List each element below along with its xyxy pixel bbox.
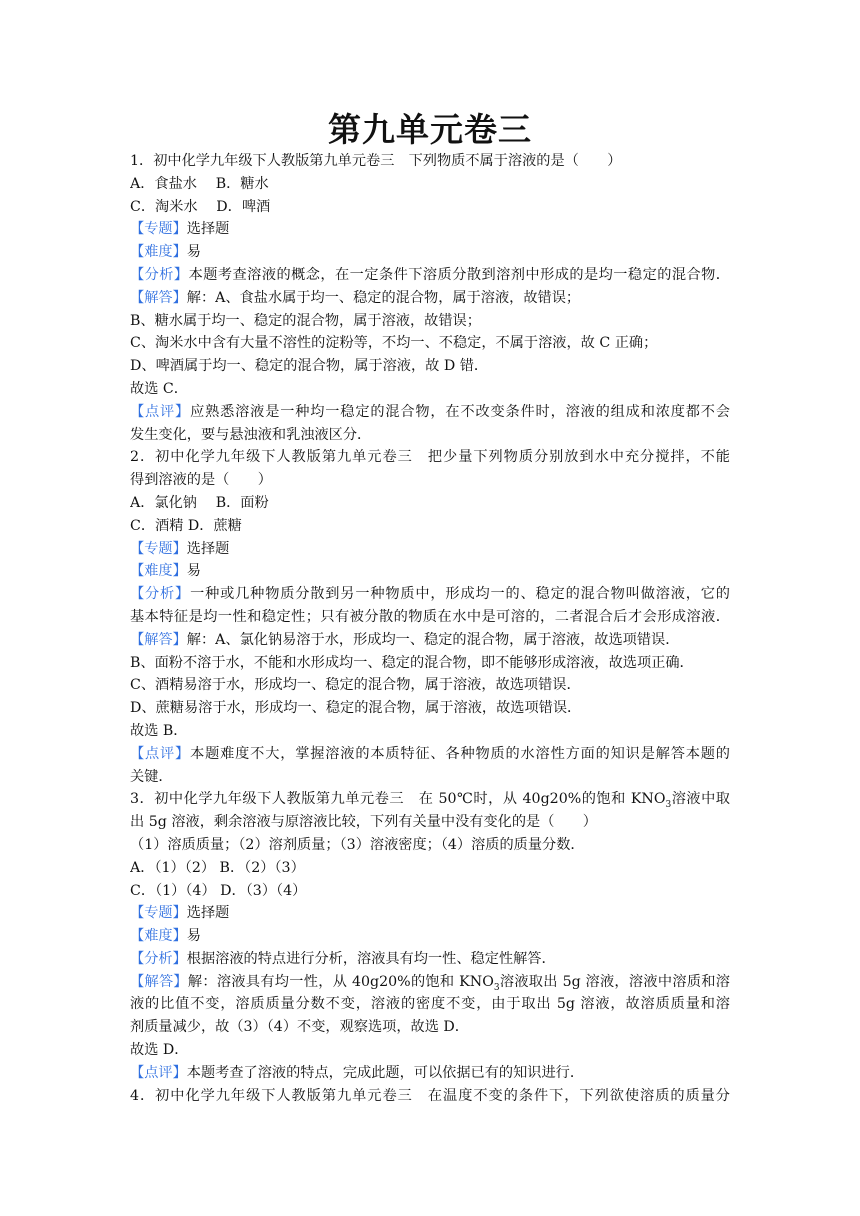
section-tag: 【专题】 [130, 905, 187, 922]
text-line [130, 606, 730, 629]
line-text: 选择题 [186, 221, 230, 238]
text-line [130, 241, 730, 264]
section-tag: 【专题】 [130, 540, 187, 557]
line-text: 本题考查了溶液的特点，完成此题，可以依据已有的知识进行． [186, 1064, 585, 1081]
text-line [130, 697, 730, 720]
text-line [130, 583, 730, 606]
line-text: 应熟悉溶液是一种均一稳定的混合物，在不改变条件时，溶液的组成和浓度都不会 [190, 403, 730, 420]
line-text: 易 [186, 928, 201, 945]
text-line [130, 948, 730, 971]
line-text: C、淘米水中含有大量不溶性的淀粉等，不均一、不稳定，不属于溶液，故 C 正确； [130, 335, 658, 352]
text-line [130, 173, 730, 196]
text-line [130, 743, 730, 766]
text-line [130, 332, 730, 355]
line-text: B、面粉不溶于水，不能和水形成均一、稳定的混合物，即不能够形成溶液，故选项正确． [130, 654, 694, 671]
text-line [130, 1039, 730, 1062]
line-text: A．氯化钠 B．面粉 [130, 494, 269, 511]
section-tag: 【难度】 [130, 244, 187, 261]
line-text: 本题考查溶液的概念，在一定条件下溶质分散到溶剂中形成的是均一稳定的混合物． [188, 266, 730, 283]
line-text: B、糖水属于均一、稳定的混合物，属于溶液，故错误； [130, 312, 481, 329]
section-tag: 【点评】 [130, 1064, 187, 1081]
document-body [130, 150, 730, 1107]
text-line [130, 993, 730, 1016]
section-tag: 【难度】 [130, 928, 187, 945]
section-tag: 【专题】 [130, 221, 187, 238]
line-text: 基本特征是均一性和稳定性；只有被分散的物质在水中是可溶的，二者混合后才会形成溶液． [130, 608, 730, 625]
line-text: 关键． [130, 768, 173, 785]
text-line [130, 355, 730, 378]
text-line [130, 880, 730, 903]
text-line [130, 652, 730, 675]
line-text: 选择题 [186, 540, 230, 557]
line-text: 剂质量减少，故（3）（4）不变，观察选项，故选 D． [130, 1019, 469, 1036]
section-tag: 【点评】 [130, 745, 191, 762]
text-line [130, 1085, 730, 1108]
line-text: 发生变化，要与悬浊液和乳浊液区分． [130, 426, 372, 443]
line-text: A．（1）（2） B．（2）（3） [130, 859, 305, 876]
section-tag: 【解答】 [130, 631, 187, 648]
text-line [130, 424, 730, 447]
line-text: （1）溶质质量；（2）溶剂质量；（3）溶液密度；（4）溶质的质量分数． [130, 836, 585, 853]
section-tag: 【分析】 [130, 266, 189, 283]
section-tag: 【分析】 [130, 950, 187, 967]
text-line [130, 287, 730, 310]
line-text: 解：A、氯化钠易溶于水，形成均一、稳定的混合物，属于溶液，故选项错误． [186, 631, 680, 648]
line-text: 故选 B． [130, 722, 188, 739]
text-line [130, 971, 730, 994]
text-line [130, 720, 730, 743]
page-title: 第九单元卷三 [328, 110, 532, 149]
section-tag: 【解答】 [130, 289, 187, 306]
line-text: C．淘米水 D．啤酒 [130, 198, 271, 215]
line-text: 3．初中化学九年级下人教版第九单元卷三 在 50℃时，从 40g20%的饱和 KNO [130, 791, 666, 808]
line-text: A．食盐水 B．糖水 [130, 175, 269, 192]
line-text: 解：A、食盐水属于均一、稳定的混合物，属于溶液，故错误； [186, 289, 581, 306]
line-text: 液的比值不变，溶质质量分数不变，溶液的密度不变，由于取出 5g 溶液，故溶质质量和溶 [130, 996, 730, 1013]
line-text-continued: 溶液取出 5g 溶液，溶液中溶质和溶 [499, 973, 730, 990]
line-text-continued: 溶液中取 [671, 791, 730, 808]
line-text: 2．初中化学九年级下人教版第九单元卷三 把少量下列物质分别放到水中充分搅拌，不能 [130, 449, 730, 466]
text-line [130, 1016, 730, 1039]
text-line [130, 401, 730, 424]
line-text: 得到溶液的是（ ） [130, 472, 272, 489]
line-text: C、酒精易溶于水，形成均一、稳定的混合物，属于溶液，故选项错误． [130, 677, 581, 694]
line-text: D、蔗糖易溶于水，形成均一、稳定的混合物，属于溶液，故选项错误． [130, 700, 582, 717]
text-line [130, 629, 730, 652]
subscript: 3 [665, 800, 672, 811]
text-line [130, 811, 730, 834]
text-line [130, 857, 730, 880]
line-text: 易 [186, 244, 201, 261]
text-line [130, 788, 730, 811]
text-line [130, 492, 730, 515]
text-line [130, 560, 730, 583]
text-line [130, 515, 730, 538]
text-line [130, 150, 730, 173]
line-text: 出 5g 溶液，剩余溶液与原溶液比较，下列有关量中没有变化的是（ ） [130, 814, 597, 831]
line-text: 故选 D． [130, 1042, 189, 1059]
line-text: 1．初中化学九年级下人教版第九单元卷三 下列物质不属于溶液的是（ ） [130, 153, 622, 169]
section-tag: 【解答】 [130, 973, 188, 990]
line-text: 易 [186, 563, 201, 580]
text-line [130, 902, 730, 925]
text-line [130, 378, 730, 401]
text-line [130, 1062, 730, 1085]
line-text: 4．初中化学九年级下人教版第九单元卷三 在温度不变的条件下，下列欲使溶质的质量分 [130, 1087, 730, 1104]
line-text: 根据溶液的特点进行分析，溶液具有均一性、稳定性解答． [186, 950, 556, 967]
text-line [130, 674, 730, 697]
section-tag: 【难度】 [130, 563, 187, 580]
text-line [130, 264, 730, 287]
line-text: D、啤酒属于均一、稳定的混合物，属于溶液，故 D 错． [130, 358, 489, 375]
section-tag: 【点评】 [130, 403, 191, 420]
line-text: 解：溶液具有均一性，从 40g20%的饱和 KNO [187, 973, 494, 990]
text-line [130, 196, 730, 219]
text-line [130, 538, 730, 561]
text-line [130, 446, 730, 469]
line-text: C．酒精 D．蔗糖 [130, 517, 242, 534]
line-text: C．（1）（4） D．（3）（4） [130, 882, 307, 899]
section-tag: 【分析】 [130, 586, 191, 603]
line-text: 故选 C． [130, 380, 188, 397]
text-line [130, 469, 730, 492]
line-text: 选择题 [186, 905, 230, 922]
text-line [130, 218, 730, 241]
text-line [130, 925, 730, 948]
line-text: 一种或几种物质分散到另一种物质中，形成均一的、稳定的混合物叫做溶液，它的 [190, 586, 730, 603]
line-text: 本题难度不大，掌握溶液的本质特征、各种物质的水溶性方面的知识是解答本题的 [190, 745, 730, 762]
text-line [130, 310, 730, 333]
text-line [130, 834, 730, 857]
subscript: 3 [493, 982, 500, 993]
text-line [130, 766, 730, 789]
